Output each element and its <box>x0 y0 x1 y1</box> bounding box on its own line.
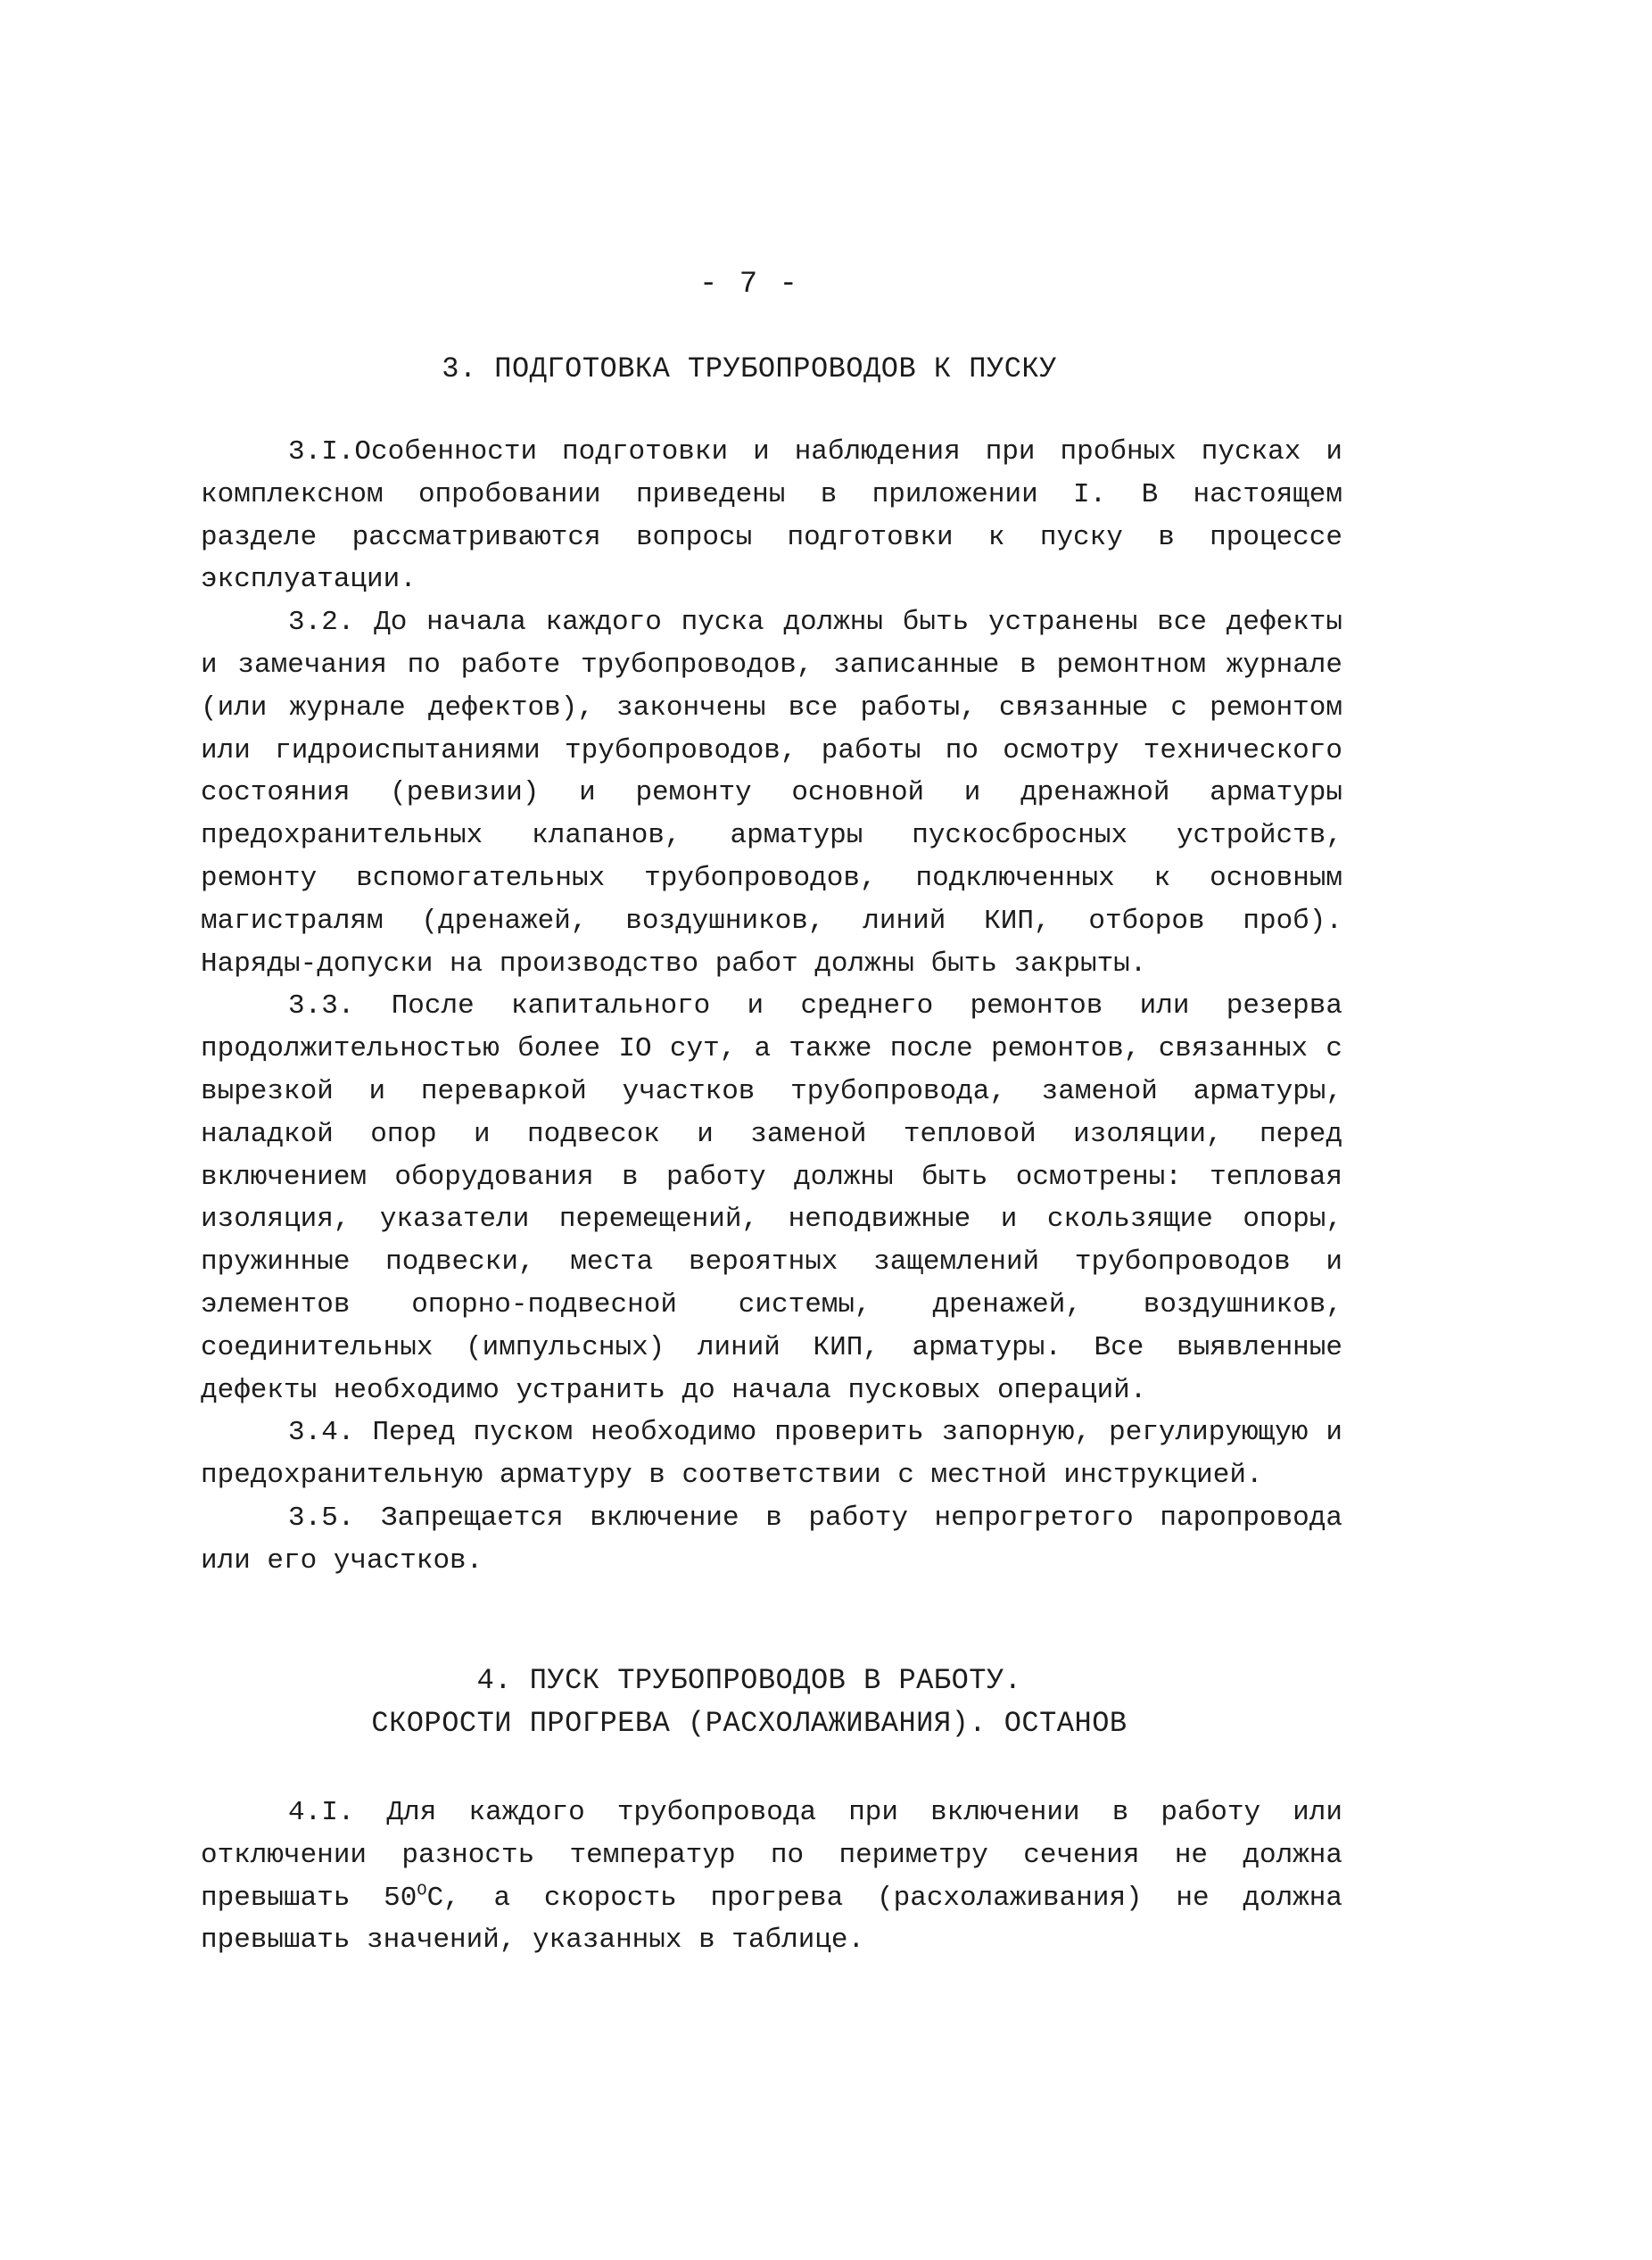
section-3-heading: 3. ПОДГОТОВКА ТРУБОПРОВОДОВ К ПУСКУ <box>442 352 1057 385</box>
section-4-heading-line-2: СКОРОСТИ ПРОГРЕВА (РАСХОЛАЖИВАНИЯ). ОСТАНОВ <box>371 1707 1127 1740</box>
paragraph-3-2: 3.2. До начала каждого пуска должны быть устранены все дефекты и замечания по работе трубопроводов, записанные в ремонтном журнале (или журнале дефектов), закончены все работы, связанные с ремонтом или гидроиспытаниями трубопроводов, работы по осмотру технического состояния (ревизии) и ремонту основной и дренажной арматуры предохранительных клапанов, арматуры пускосбросных устройств, ремонту вспомогательных трубопроводов, подключенных к основным магистралям (дренажей, воздушников, линий КИП, отборов проб). Наряды-допуски на производство работ должны быть закрыты. <box>201 607 1342 980</box>
paragraph-4-1-text-start: 4.I. Для каждого трубопровода при включении в работу или отключении разность температур по периметру сечения не должна превышать 50 <box>201 1797 1342 1914</box>
section-4-heading <box>0 1660 1499 1745</box>
page-number: - 7 - <box>698 268 800 302</box>
paragraph-3-1: 3.I.Особенности подготовки и наблюдения при пробных пусках и комплексном опробовании приведены в приложении I. В настоящем разделе рассматриваются вопросы подготовки к пуску в процессе эксплуатации. <box>201 436 1342 596</box>
paragraph-3-4: 3.4. Перед пуском необходимо проверить запорную, регулирующую и предохранительную арматуру в соответствии с местной инструкцией. <box>201 1417 1342 1492</box>
section-4-body <box>201 1792 1342 1962</box>
paragraph-4-1-text-end: С, а скорость прогрева (расхолаживания) не должна превышать значений, указанных в таблице. <box>201 1882 1342 1957</box>
section-4-heading-line-1: 4. ПУСК ТРУБОПРОВОДОВ В РАБОТУ. <box>476 1664 1022 1697</box>
degree-superscript: O <box>417 1881 427 1900</box>
paragraph-4-1 <box>201 1792 1342 1962</box>
section-3-body <box>201 431 1342 1583</box>
paragraph-3-5: 3.5. Запрещается включение в работу непрогретого паропровода или его участков. <box>201 1502 1342 1577</box>
paragraph-3-3: 3.3. После капитального и среднего ремонтов или резерва продолжительностью более IO сут, а также после ремонтов, связанных с вырезкой и переваркой участков трубопровода, заменой арматуры, наладкой опор и подвесок и заменой тепловой изоляции, перед включением оборудования в работу должны быть осмотрены: тепловая изоляция, указатели перемещений, неподвижные и скользящие опоры, пружинные подвески, места вероятных защемлений трубопроводов и элементов опорно-подвесной системы, дренажей, воздушников, соединительных (импульсных) линий КИП, арматуры. Все выявленные дефекты необходимо устранить до начала пусковых операций. <box>201 990 1342 1406</box>
